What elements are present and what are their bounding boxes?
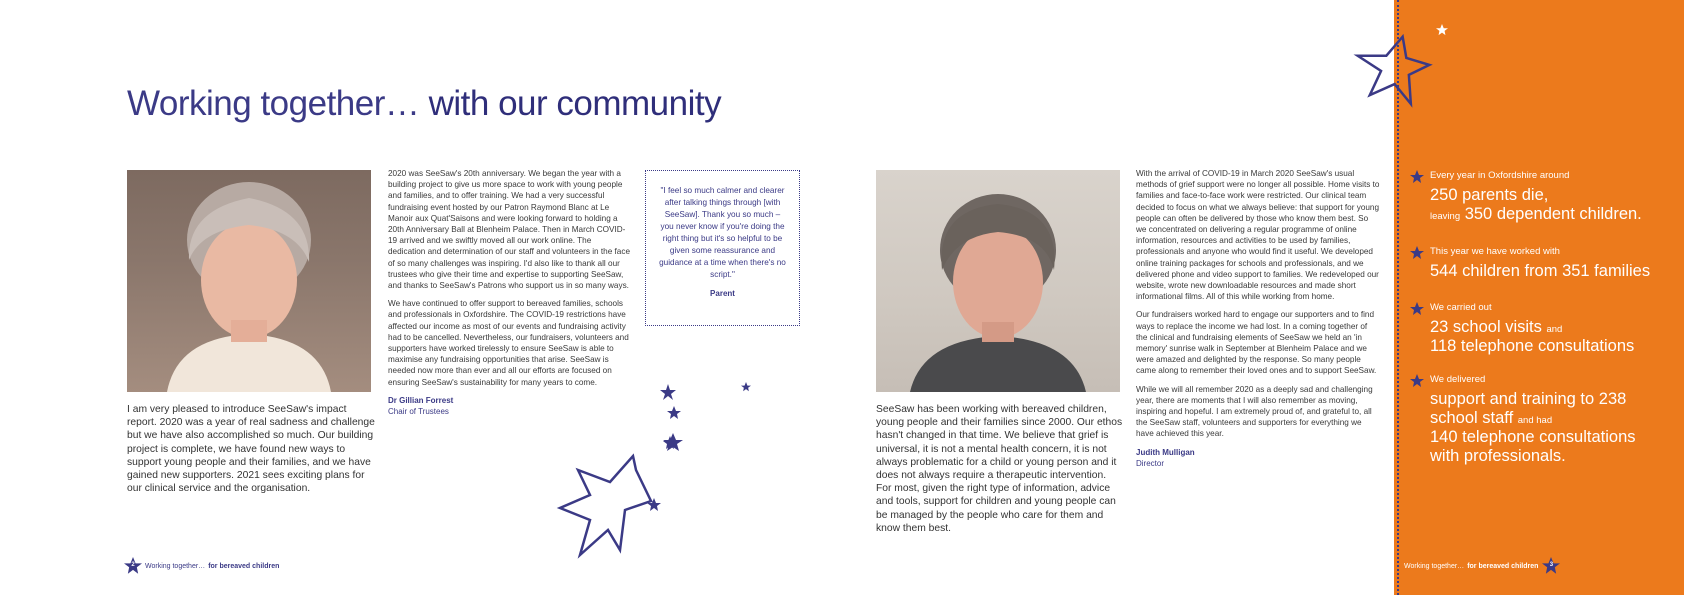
stat-line: 118 telephone consultations bbox=[1430, 337, 1635, 355]
director-signature-role: Director bbox=[1136, 458, 1165, 468]
stat-small-text: and had bbox=[1517, 415, 1553, 426]
page-title bbox=[127, 84, 721, 124]
page-number-badge bbox=[1542, 557, 1560, 575]
stat-children-families bbox=[1410, 246, 1678, 286]
footer-text-light: Working together… bbox=[1404, 562, 1465, 570]
director-portrait-photo bbox=[876, 170, 1120, 392]
quote-citation: Parent bbox=[710, 289, 735, 298]
page-number: 3 bbox=[1549, 562, 1554, 568]
chair-signature-role: Chair of Trustees bbox=[388, 407, 449, 417]
footer-right bbox=[1404, 557, 1560, 575]
page-number-badge bbox=[124, 557, 142, 575]
stat-line: support and training to 238 bbox=[1430, 390, 1627, 408]
page-title-light: Working together… bbox=[127, 84, 420, 123]
director-letter-paragraph: With the arrival of COVID-19 in March 2020 SeeSaw's usual methods of grief support were no longer all possible. Home visits to families and face-to-face work were restricted. Our clinical team decided to focus on what we always believe: that support for young people can often be delivered by those who know them best. So we concentrated on delivering a regular programme of online information, resources and activities to be used by families, professionals and anyone who would find it useful. We developed online training packages for schools and professionals, and we delivered phone and video support to families. We redeveloped our website, wrote new downloadable resources and made short informational films. All of this while working from home. bbox=[1136, 169, 1380, 302]
page-title-bold: with our community bbox=[428, 84, 722, 123]
stat-school-visits bbox=[1410, 302, 1678, 362]
stat-line: with professionals. bbox=[1430, 447, 1566, 465]
star-icon bbox=[667, 406, 681, 419]
page-number: 2 bbox=[131, 562, 135, 568]
footer-text-bold: for bereaved children bbox=[208, 562, 280, 570]
stat-small-text: leaving bbox=[1430, 211, 1461, 222]
director-letter-paragraph: While we will all remember 2020 as a deeply sad and challenging year, there are moments that I will also remember as moving, inspiring and hopeful. I am extremely proud of, and grateful to, all the SeeSaw staff, volunteers and supporters for everything we have achieved this year. bbox=[1136, 384, 1373, 439]
chair-portrait-photo bbox=[127, 170, 371, 392]
chair-letter-paragraph: We have continued to offer support to bereaved families, schools and professionals in Oxfordshire. The COVID-19 restrictions have affected our income as most of our events and fundraising activity had to be cancelled. Nevertheless, our fundraisers, volunteers and supporters have worked tirelessly to ensure SeeSaw is able to maximise any fundraising opportunities that arise. SeeSaw is needed now more than ever and all our efforts are focused on ensuring SeeSaw's sustainability for many years to come. bbox=[388, 299, 629, 387]
star-outline-icon bbox=[1346, 18, 1446, 118]
stat-lead: This year we have worked with bbox=[1430, 246, 1560, 257]
stat-line: school staff bbox=[1430, 409, 1514, 427]
director-letter-paragraph: Our fundraisers worked hard to engage our supporters and to find ways to replace the income we had lost. In a coming together of the clinical and fundraising elements of SeeSaw we held an 'in memory' sunrise walk in September at Blenheim Palace and we were amazed and delighted by the response. So many people came along to remember their loved ones and to support SeeSaw. bbox=[1136, 310, 1377, 376]
stat-lead: We delivered bbox=[1430, 374, 1486, 385]
star-icon bbox=[560, 456, 651, 555]
star-icon bbox=[1410, 302, 1424, 316]
footer-text-bold: for bereaved children bbox=[1467, 562, 1539, 570]
director-letter-column bbox=[1136, 168, 1380, 469]
stat-line: 23 school visits bbox=[1430, 318, 1542, 336]
star-icon bbox=[660, 384, 676, 400]
star-icon bbox=[663, 436, 677, 450]
chair-letter-paragraph: 2020 was SeeSaw's 20th anniversary. We began the year with a building project to give us more space to work with young people and families, and to offer training. We had a very successful fundraising event hosted by our Patron Raymond Blanc at Le Manoir aux Quat'Saisons and were looking forward to holding a 20th Anniversary Ball at Blenheim Palace. Then in March COVID-19 arrived and we swiftly moved all our work online. The dedication and determination of our staff and volunteers in the face of so many challenges was inspiring. I'd also like to thank all our trustees who give their time and expertise to supporting SeeSaw, and thanks to SeeSaw's Patrons who support us in so many ways. bbox=[388, 169, 630, 291]
stat-line: 250 parents die, bbox=[1430, 186, 1549, 204]
parent-quote-box bbox=[645, 170, 800, 326]
star-icon bbox=[741, 382, 751, 392]
star-icon bbox=[1410, 170, 1424, 184]
stat-lead: We carried out bbox=[1430, 302, 1492, 313]
star-icon bbox=[1410, 374, 1424, 388]
director-intro-text: SeeSaw has been working with bereaved children, young people and their families since 2000. Our ethos hasn't changed in that time. We believe that grief is universal, it is not a mental health concern, it is not always problematic for a child or young person and it does not always require a therapeutic intervention. For most, given the right type of information, advice and tools, support for children and young people can be managed by the people who care for them and know them best. bbox=[876, 404, 1123, 534]
director-signature-name: Judith Mulligan bbox=[1136, 447, 1195, 457]
chair-signature-name: Dr Gillian Forrest bbox=[388, 395, 454, 405]
footer-text-light: Working together… bbox=[145, 562, 206, 570]
stat-line: 350 dependent children. bbox=[1464, 205, 1642, 223]
stat-training-delivered bbox=[1410, 374, 1678, 474]
stat-lead: Every year in Oxfordshire around bbox=[1430, 170, 1570, 181]
chair-intro-text: I am very pleased to introduce SeeSaw's impact report. 2020 was a year of real sadness and challenge but we have also accomplished so much. Our building project is complete, we have found new ways to support young people and their families, and we have gained new supporters. 2021 sees exciting plans for our clinical service and the organisation. bbox=[127, 404, 375, 495]
stat-dependent-children bbox=[1410, 170, 1678, 230]
star-icon bbox=[647, 498, 661, 511]
stat-small-text: and bbox=[1546, 324, 1563, 335]
stat-line: 544 children from 351 families bbox=[1430, 262, 1651, 280]
star-icon bbox=[1436, 24, 1448, 36]
stat-line: 140 telephone consultations bbox=[1430, 428, 1636, 446]
star-icon bbox=[1410, 246, 1424, 260]
quote-text: "I feel so much calmer and clearer after talking things through [with SeeSaw]. Thank you so much – you never know if you're doing the right thing but it's so helpful to be given some reassurance and guidance at a time when there's no script." bbox=[659, 186, 786, 279]
star-decoration-cluster bbox=[530, 370, 710, 595]
footer-left bbox=[124, 557, 279, 575]
